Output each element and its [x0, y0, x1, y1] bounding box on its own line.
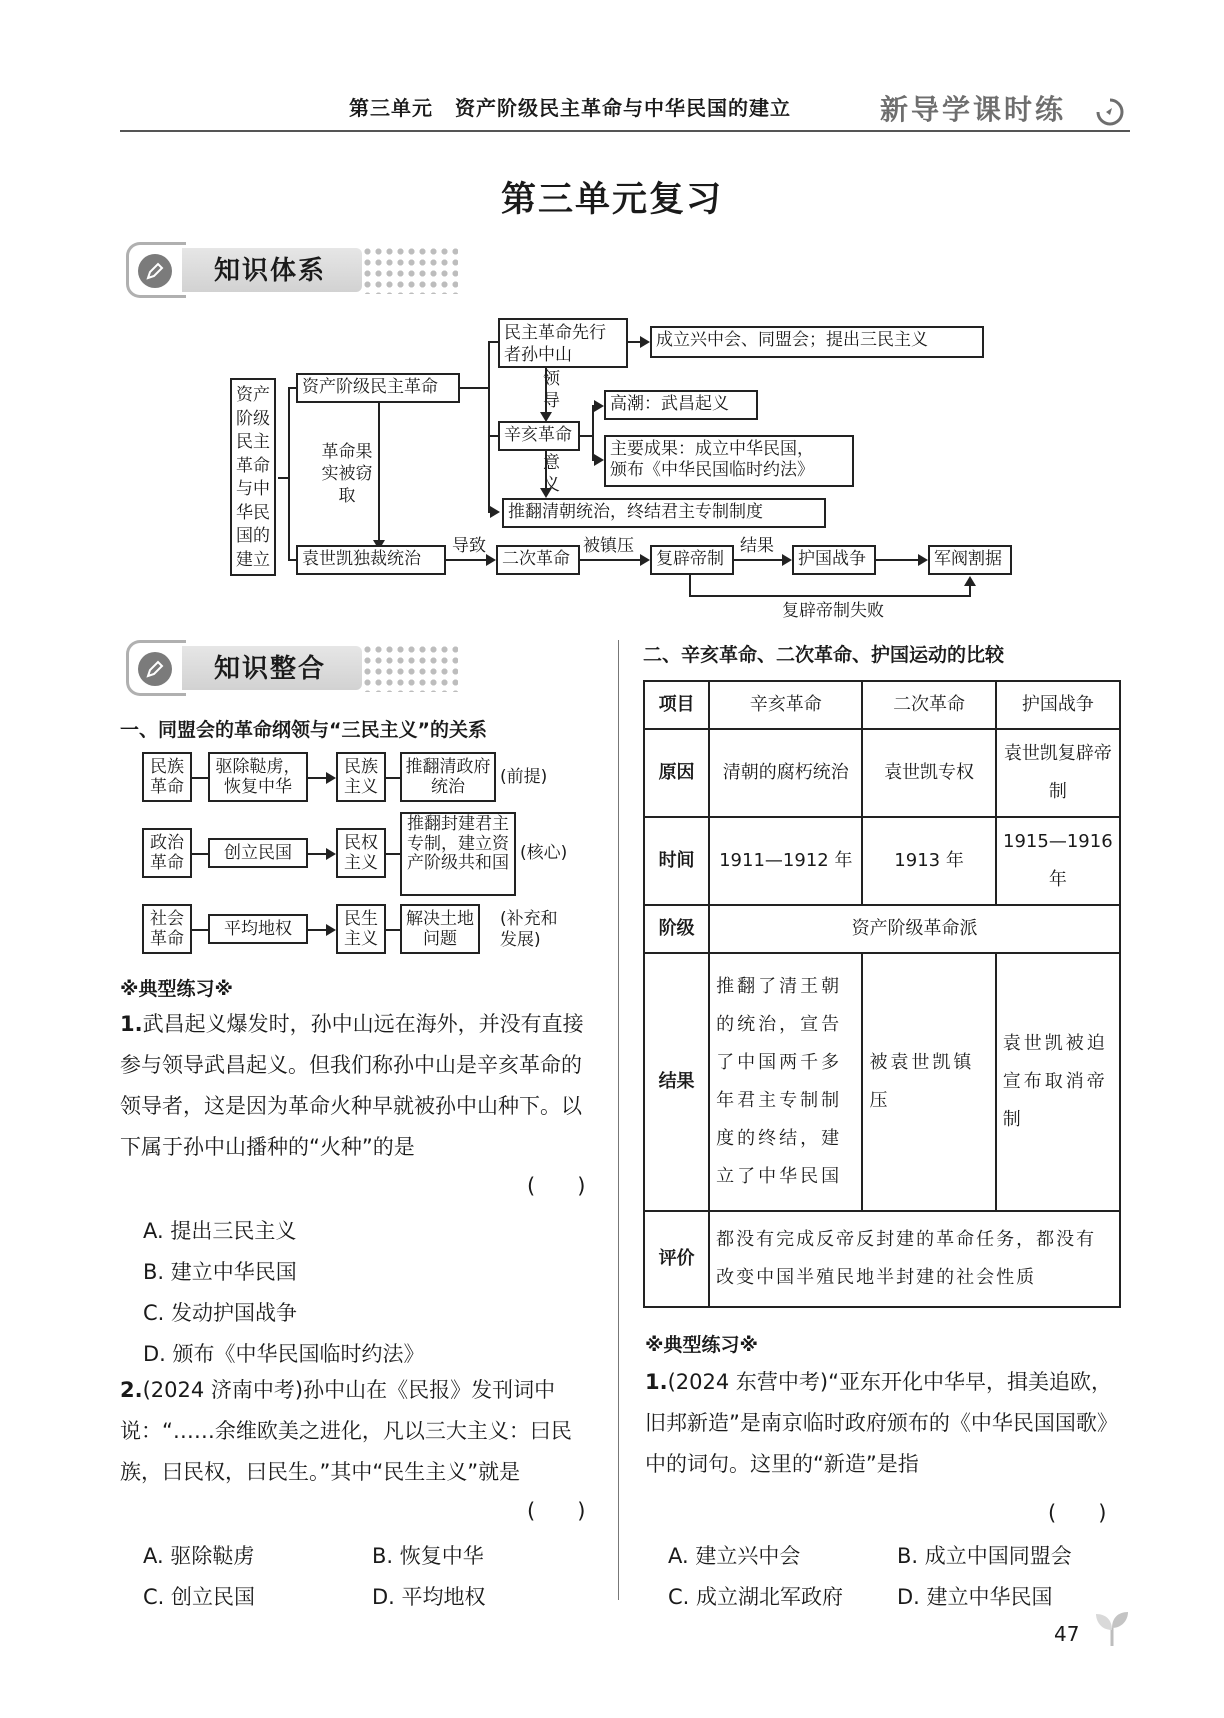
table-header: 护国战争 — [996, 681, 1120, 729]
row3-goal: 解决土地问题 — [400, 904, 480, 954]
table-row — [644, 905, 1120, 953]
node-bourgeois-revolution: 资产阶级民主革命 — [296, 373, 460, 403]
answer-paren: ( ) — [1048, 1501, 1107, 1525]
row2-revolution: 政治革命 — [142, 828, 192, 878]
node-warlord: 军阀割据 — [928, 545, 1012, 575]
node-restore-monarchy: 复辟帝制 — [650, 545, 734, 575]
question-number: 2. — [120, 1378, 143, 1402]
option-c[interactable]: C. 发动护国战争 — [143, 1301, 298, 1325]
right-question-1 — [645, 1362, 1123, 1485]
section-banner-knowledge-integration — [126, 640, 456, 696]
table-header-row — [644, 681, 1120, 729]
diagram-root: 资产阶级民主革命与中华民国的建立 — [230, 378, 276, 576]
section-banner-knowledge-system — [126, 242, 456, 298]
row1-revolution: 民族革命 — [142, 752, 192, 802]
achievement-line-2: 颁布《中华民国临时约法》 — [610, 460, 814, 480]
pencil-glyph-icon — [145, 659, 165, 679]
option-a[interactable]: A. 提出三民主义 — [143, 1219, 297, 1243]
page-title: 第三单元复习 — [500, 180, 723, 220]
comparison-table — [643, 680, 1121, 1308]
answer-paren: ( ) — [527, 1499, 586, 1523]
node-xinhai: 辛亥革命 — [498, 421, 580, 451]
table-cell: 袁世凯复辟帝制 — [996, 729, 1120, 817]
table-cell: 都没有完成反帝反封建的革命任务，都没有改变中国半殖民地半封建的社会性质 — [709, 1211, 1120, 1307]
question-text: (2024 东营中考)“亚东开化中华早，揖美追欧，旧邦新造”是南京临时政府颁布的《中华民国国歌》中的词句。这里的“新造”是指 — [645, 1370, 1118, 1476]
option-a[interactable]: A. 驱除鞑虏 — [143, 1544, 255, 1568]
left-question-2 — [120, 1370, 602, 1493]
table-cell: 1913 年 — [862, 817, 995, 905]
label-stolen: 革命果实被窃取 — [321, 442, 373, 506]
header-rule — [120, 130, 1130, 132]
row-label: 阶级 — [644, 905, 709, 953]
row1-program: 驱除鞑虏，恢复中华 — [208, 752, 308, 802]
left-heading: 一、同盟会的革命纲领与“三民主义”的关系 — [120, 719, 487, 741]
pencil-glyph-icon — [145, 261, 165, 281]
question-number: 1. — [120, 1012, 143, 1036]
table-row — [644, 1211, 1120, 1307]
node-climax: 高潮：武昌起义 — [604, 390, 758, 420]
question-number: 1. — [645, 1370, 668, 1394]
table-row — [644, 729, 1120, 817]
row2-note: (核心) — [520, 843, 568, 863]
row3-principle: 民生主义 — [336, 904, 386, 954]
node-pioneer-sun: 民主革命先行者孙中山 — [498, 318, 628, 368]
row-label: 评价 — [644, 1211, 709, 1307]
node-significance: 推翻清朝统治，终结君主专制制度 — [502, 498, 826, 528]
section-label: 知识整合 — [214, 654, 327, 684]
table-cell: 袁世凯被迫宣布取消帝制 — [996, 953, 1120, 1211]
option-c[interactable]: C. 创立民国 — [143, 1585, 256, 1609]
section-label: 知识体系 — [214, 256, 327, 286]
left-practice-title: ※典型练习※ — [120, 978, 233, 1000]
left-question-1 — [120, 1004, 602, 1168]
row-label: 原因 — [644, 729, 709, 817]
right-heading: 二、辛亥革命、二次革命、护国运动的比较 — [643, 644, 1005, 666]
row1-principle: 民族主义 — [336, 752, 386, 802]
unit-title: 资产阶级民主革命与中华民国的建立 — [455, 96, 791, 120]
node-yuan-dictatorship: 袁世凯独裁统治 — [296, 545, 446, 575]
option-d[interactable]: D. 颁布《中华民国临时约法》 — [143, 1342, 425, 1366]
running-header — [349, 92, 791, 121]
row1-note: (前提) — [500, 767, 548, 787]
table-row — [644, 817, 1120, 905]
column-divider — [618, 640, 619, 1600]
table-cell: 1911—1912 年 — [709, 817, 862, 905]
swirl-icon — [1090, 90, 1130, 130]
node-second-revolution: 二次革命 — [496, 545, 580, 575]
table-header: 项目 — [644, 681, 709, 729]
table-row — [644, 953, 1120, 1211]
option-d[interactable]: D. 建立中华民国 — [897, 1585, 1053, 1609]
label-restore-fail: 复辟帝制失败 — [782, 601, 884, 621]
row2-program: 创立民国 — [208, 838, 308, 868]
row2-principle: 民权主义 — [336, 828, 386, 878]
option-b[interactable]: B. 成立中国同盟会 — [897, 1544, 1072, 1568]
row2-goal: 推翻封建君主专制，建立资产阶级共和国 — [400, 812, 516, 896]
table-cell: 被袁世凯镇压 — [862, 953, 995, 1211]
node-achievement — [604, 435, 854, 487]
row3-note: (补充和发展) — [500, 909, 558, 950]
option-b[interactable]: B. 建立中华民国 — [143, 1260, 297, 1284]
option-d[interactable]: D. 平均地权 — [372, 1585, 486, 1609]
brand-logo-text: 新导学课时练 — [880, 93, 1067, 126]
label-lead: 领导 — [543, 369, 560, 411]
option-a[interactable]: A. 建立兴中会 — [668, 1544, 801, 1568]
row-label: 结果 — [644, 953, 709, 1211]
row3-revolution: 社会革命 — [142, 904, 192, 954]
question-text: 武昌起义爆发时，孙中山远在海外，并没有直接参与领导武昌起义。但我们称孙中山是辛亥革命的领导者，这是因为革命火种早就被孙中山种下。以下属于孙中山播种的“火种”的是 — [120, 1012, 584, 1159]
row3-program: 平均地权 — [208, 914, 308, 944]
achievement-line-1: 主要成果：成立中华民国， — [610, 439, 814, 459]
sprout-icon — [1090, 1606, 1134, 1650]
table-header: 辛亥革命 — [709, 681, 862, 729]
page-number: 47 — [1054, 1622, 1080, 1646]
label-meaning: 意义 — [543, 453, 560, 495]
table-cell: 资产阶级革命派 — [709, 905, 1120, 953]
table-cell: 1915—1916 年 — [996, 817, 1120, 905]
table-header: 二次革命 — [862, 681, 995, 729]
label-cause: 导致 — [452, 536, 486, 556]
right-practice-title: ※典型练习※ — [645, 1334, 758, 1356]
table-cell: 推翻了清王朝的统治，宣告了中国两千多年君主专制制度的终结，建立了中华民国 — [709, 953, 862, 1211]
question-text: (2024 济南中考)孙中山在《民报》发刊词中说：“……余维欧美之进化，凡以三大主义：曰民族，曰民权，曰民生。”其中“民生主义”就是 — [120, 1378, 572, 1484]
label-suppressed: 被镇压 — [583, 536, 634, 556]
option-b[interactable]: B. 恢复中华 — [372, 1544, 484, 1568]
node-protect-war: 护国战争 — [792, 545, 876, 575]
table-cell: 袁世凯专权 — [862, 729, 995, 817]
table-cell: 清朝的腐朽统治 — [709, 729, 862, 817]
row1-goal: 推翻清政府统治 — [400, 752, 496, 802]
unit-label: 第三单元 — [349, 96, 433, 120]
node-pioneer-acts: 成立兴中会、同盟会；提出三民主义 — [650, 326, 984, 358]
label-result: 结果 — [740, 536, 774, 556]
option-c[interactable]: C. 成立湖北军政府 — [668, 1585, 844, 1609]
row-label: 时间 — [644, 817, 709, 905]
answer-paren: ( ) — [527, 1174, 586, 1198]
